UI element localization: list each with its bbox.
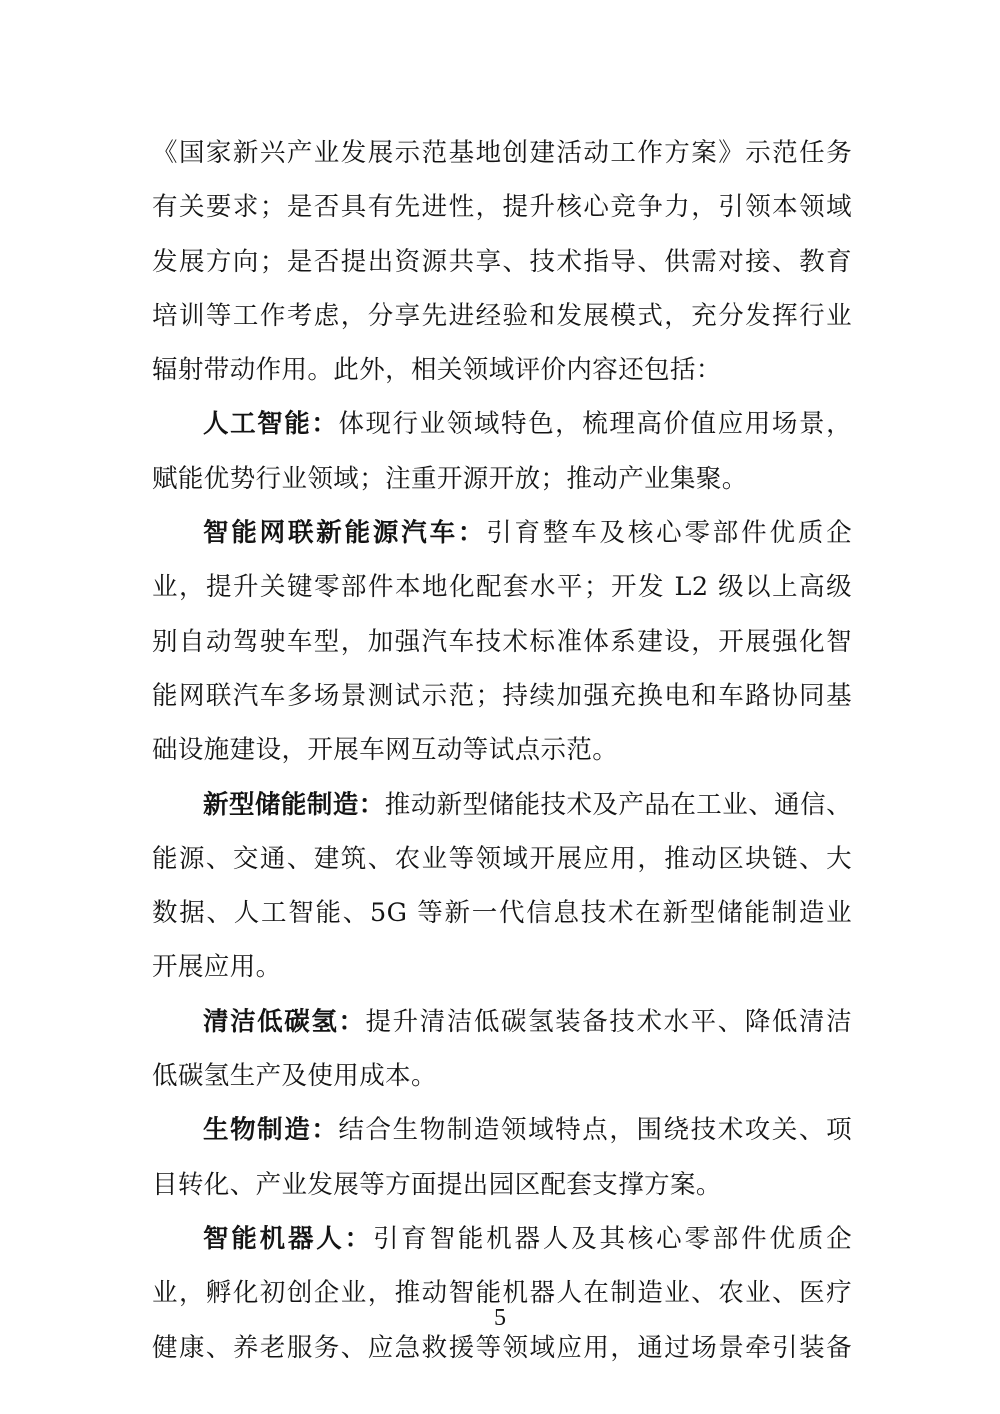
text-line (152, 1049, 852, 1103)
text-line (152, 343, 852, 397)
text-line (152, 560, 852, 614)
line-text: 础设施建设，开展车网互动等试点示范。 (152, 735, 619, 766)
text-line (152, 615, 852, 669)
section-hydrogen-line (152, 995, 852, 1049)
section-heading-storage: 新型储能制造： (203, 789, 385, 820)
text-line (152, 832, 852, 886)
section-heading-nev: 智能网联新能源汽车： (203, 518, 487, 549)
text-line (152, 669, 852, 723)
line-text: 数据、人工智能、5G 等新一代信息技术在新型储能制造业 (152, 898, 852, 929)
line-text: 发展方向；是否提出资源共享、技术指导、供需对接、教育 (152, 246, 852, 277)
section-heading-biomanufacturing: 生物制造： (203, 1115, 339, 1146)
section-heading-ai: 人工智能： (203, 409, 339, 440)
line-text: 别自动驾驶车型，加强汽车技术标准体系建设，开展强化智 (152, 626, 852, 657)
line-text: 能源、交通、建筑、农业等领域开展应用，推动区块链、大 (152, 843, 852, 874)
text-line (152, 180, 852, 234)
line-text: 健康、养老服务、应急救援等领域应用，通过场景牵引装备 (152, 1332, 852, 1363)
line-text: 目转化、产业发展等方面提出园区配套支撑方案。 (152, 1169, 722, 1200)
text-line (152, 886, 852, 940)
line-text: 引育智能机器人及其核心零部件优质企 (372, 1223, 852, 1254)
text-line (152, 940, 852, 994)
text-line (152, 1158, 852, 1212)
page-number: 5 (494, 1305, 506, 1331)
line-text: 推动新型储能技术及产品在工业、通信、 (384, 789, 852, 820)
section-storage-line (152, 778, 852, 832)
section-nev-line (152, 506, 852, 560)
section-heading-robotics: 智能机器人： (203, 1223, 373, 1254)
line-text: 业，提升关键零部件本地化配套水平；开发 L2 级以上高级 (152, 572, 852, 603)
line-text: 有关要求；是否具有先进性，提升核心竞争力，引领本领域 (152, 192, 852, 223)
line-text: 辐射带动作用。此外，相关领域评价内容还包括： (152, 355, 722, 386)
section-heading-hydrogen: 清洁低碳氢： (203, 1006, 366, 1037)
line-text: 低碳氢生产及使用成本。 (152, 1061, 437, 1092)
body-text (152, 126, 852, 1375)
text-line (152, 723, 852, 777)
line-text: 业，孵化初创企业，推动智能机器人在制造业、农业、医疗 (152, 1278, 852, 1309)
line-text: 提升清洁低碳氢装备技术水平、降低清洁 (365, 1006, 852, 1037)
line-text: 结合生物制造领域特点，围绕技术攻关、项 (338, 1115, 852, 1146)
text-line (152, 126, 852, 180)
line-text: 培训等工作考虑，分享先进经验和发展模式，充分发挥行业 (152, 300, 852, 331)
text-line (152, 235, 852, 289)
line-text: 赋能优势行业领域；注重开源开放；推动产业集聚。 (152, 463, 748, 494)
line-text: 《国家新兴产业发展示范基地创建活动工作方案》示范任务 (152, 138, 852, 168)
line-text: 引育整车及核心零部件优质企 (486, 518, 852, 549)
section-robotics-line (152, 1212, 852, 1266)
text-line (152, 289, 852, 343)
line-text: 体现行业领域特色，梳理高价值应用场景， (338, 409, 852, 440)
section-ai-line (152, 397, 852, 451)
section-biomanufacturing-line (152, 1103, 852, 1157)
text-line (152, 452, 852, 506)
line-text: 能网联汽车多场景测试示范；持续加强充换电和车路协同基 (152, 680, 852, 711)
line-text: 开展应用。 (152, 952, 282, 983)
